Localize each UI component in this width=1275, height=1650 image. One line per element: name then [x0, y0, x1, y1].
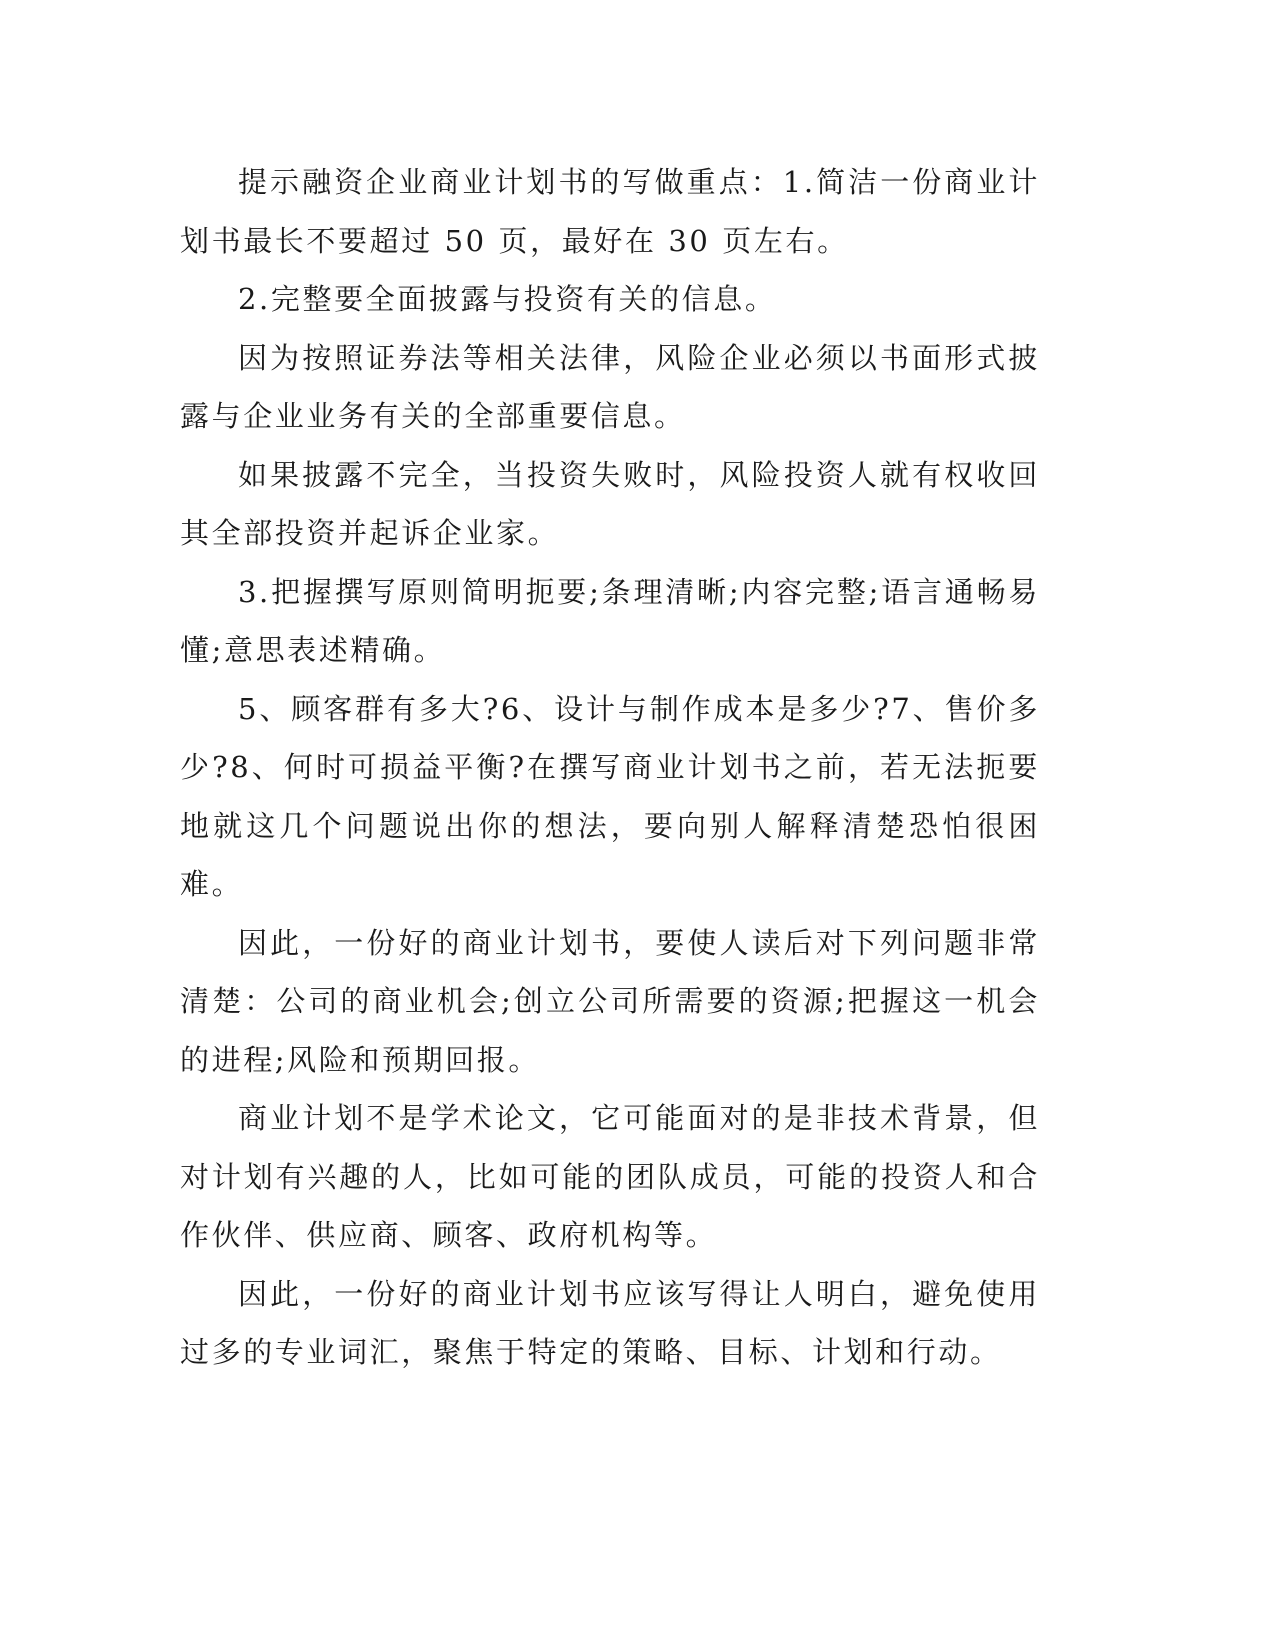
paragraph-5: 3.把握撰写原则简明扼要;条理清晰;内容完整;语言通畅易懂;意思表述精确。 — [180, 574, 1040, 667]
paragraph-8: 商业计划不是学术论文，它可能面对的是非技术背景，但对计划有兴趣的人，比如可能的团队成员，可能的投资人和合作伙伴、供应商、顾客、政府机构等。 — [180, 1101, 1040, 1252]
paragraph-7: 因此，一份好的商业计划书，要使人读后对下列问题非常清楚：公司的商业机会;创立公司所需要的资源;把握这一机会的进程;风险和预期回报。 — [180, 925, 1040, 1077]
paragraph-3: 因为按照证券法等相关法律，风险企业必须以书面形式披露与企业业务有关的全部重要信息。 — [180, 340, 1040, 433]
paragraph-6: 5、顾客群有多大?6、设计与制作成本是多少?7、售价多少?8、何时可损益平衡?在撰写商业计划书之前，若无法扼要地就这几个问题说出你的想法，要向别人解释清楚恐怕很困难。 — [180, 691, 1040, 901]
document-body — [180, 153, 1040, 1382]
paragraph-2: 2.完整要全面披露与投资有关的信息。 — [238, 282, 777, 316]
paragraph-4: 如果披露不完全，当投资失败时，风险投资人就有权收回其全部投资并起诉企业家。 — [180, 457, 1040, 550]
paragraph-1: 提示融资企业商业计划书的写做重点：1.简洁一份商业计划书最长不要超过 50 页，最好在 30 页左右。 — [180, 165, 1040, 258]
paragraph-9: 因此，一份好的商业计划书应该写得让人明白，避免使用过多的专业词汇，聚焦于特定的策略、目标、计划和行动。 — [180, 1276, 1040, 1369]
